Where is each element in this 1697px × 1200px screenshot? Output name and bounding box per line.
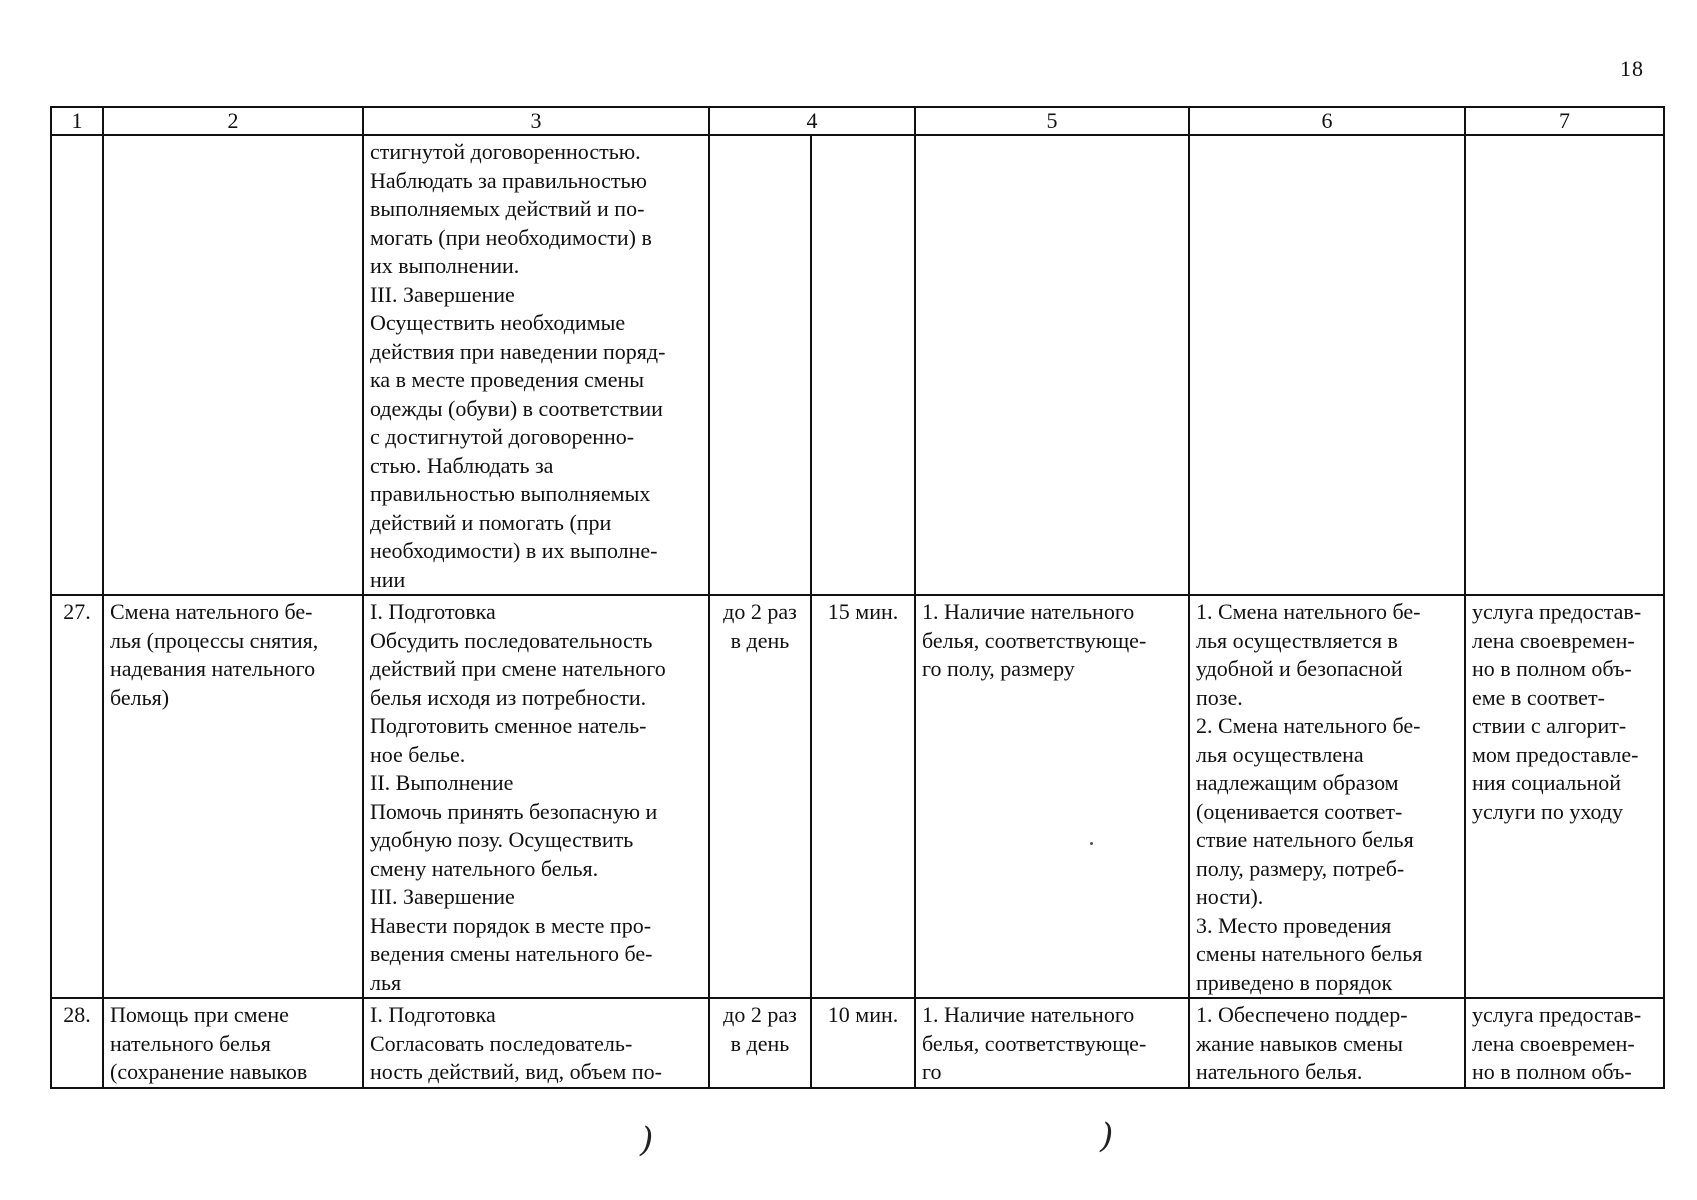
handwritten-mark-right: ) (1100, 1116, 1114, 1156)
service-name (103, 135, 363, 595)
header-row (51, 107, 1664, 135)
table-row-continuation (51, 135, 1664, 595)
frequency: до 2 раз в день (709, 595, 811, 998)
procedure-text: I. Подготовка Обсудить последовательность действий при смене нательного белья исходя из потребности. Подготовить сменное натель- ное белье. II. Выполнение Помочь принять безопасную и удобную позу. Осуществить смену нательного белья. III. Завершение Навести порядок в месте про- ведения смены нательного бе- лья (363, 595, 709, 998)
service-name: Смена нательного бе- лья (процессы снятия, надевания нательного белья) (103, 595, 363, 998)
scan-speck (1090, 842, 1093, 845)
row-number: 27. (51, 595, 103, 998)
conditions (915, 135, 1189, 595)
table-row-27 (51, 595, 1664, 998)
page-number: 18 (1620, 56, 1644, 81)
header-col-3: 3 (363, 107, 709, 135)
header-col-1: 1 (51, 107, 103, 135)
frequency (709, 135, 811, 595)
header-col-7: 7 (1465, 107, 1664, 135)
table-row-28 (51, 998, 1664, 1088)
evaluation (1465, 135, 1664, 595)
quality-indicators: 1. Смена нательного бе- лья осуществляется в удобной и безопасной позе. 2. Смена нательного бе- лья осуществлена надлежащим образом (оценивается соответ- ствие нательного белья полу, размеру, потреб- ности). 3. Место проведения смены нательного белья приведено в порядок (1189, 595, 1465, 998)
procedure-text: I. Подготовка Согласовать последователь- ность действий, вид, объем по- (363, 998, 709, 1088)
header-col-4: 4 (709, 107, 915, 135)
frequency: до 2 раз в день (709, 998, 811, 1088)
duration: 10 мин. (811, 998, 915, 1088)
evaluation: услуга предостав- лена своевремен- но в полном объ- еме в соответ- ствии с алгорит- мом предоставле- ния социальной услуги по уходу (1465, 595, 1664, 998)
quality-indicators (1189, 135, 1465, 595)
row-number: 28. (51, 998, 103, 1088)
duration: 15 мин. (811, 595, 915, 998)
conditions: 1. Наличие нательного белья, соответствующе- го (915, 998, 1189, 1088)
header-col-2: 2 (103, 107, 363, 135)
handwritten-mark-left: ) (640, 1120, 654, 1160)
service-name: Помощь при смене нательного белья (сохранение навыков (103, 998, 363, 1088)
row-number (51, 135, 103, 595)
evaluation: услуга предостав- лена своевремен- но в полном объ- (1465, 998, 1664, 1088)
header-col-6: 6 (1189, 107, 1465, 135)
quality-indicators: 1. Обеспечено поддер- жание навыков смены нательного белья. (1189, 998, 1465, 1088)
duration (811, 135, 915, 595)
header-col-5: 5 (915, 107, 1189, 135)
procedure-text: стигнутой договоренностью. Наблюдать за правильностью выполняемых действий и по- могать (при необходимости) в их выполнении. III. Завершение Осуществить необходимые действия при наведении поряд- ка в месте проведения смены одежды (обуви) в соответствии с достигнутой договоренно- стью. Наблюдать за правильностью выполняемых действий и помогать (при необходимости) в их выполне- нии (363, 135, 709, 595)
services-table (50, 106, 1665, 1089)
conditions: 1. Наличие нательного белья, соответствующе- го полу, размеру (915, 595, 1189, 998)
